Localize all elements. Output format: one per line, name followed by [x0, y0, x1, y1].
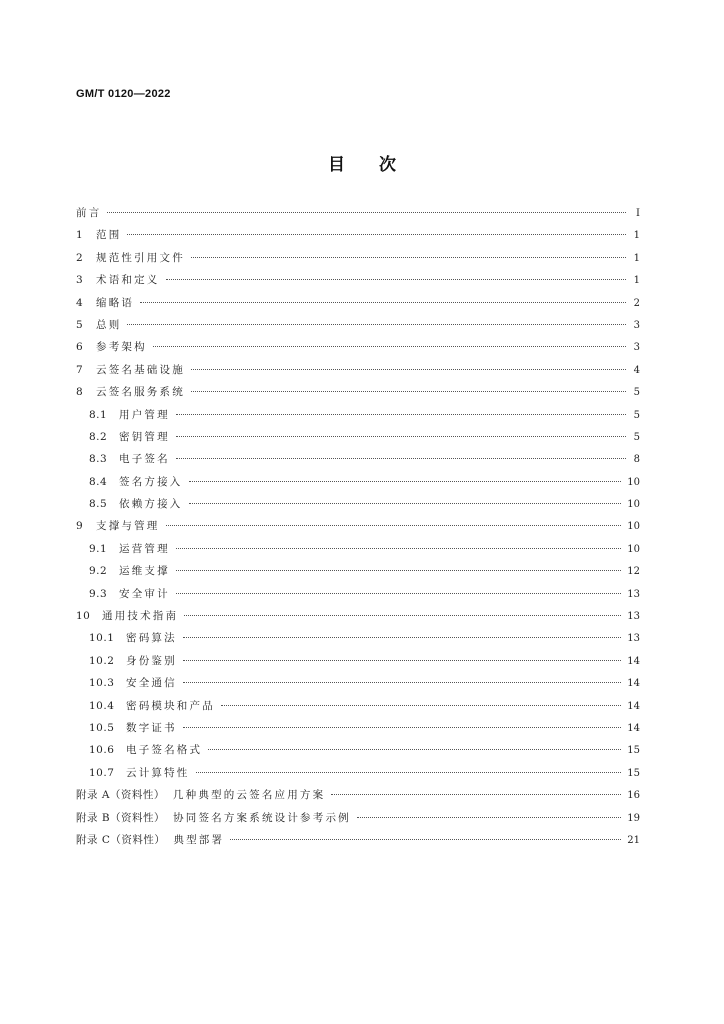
toc-entry-label: 安全通信: [126, 677, 177, 690]
toc-entry-number: 9.3: [89, 587, 108, 600]
toc-entry-number: 5: [76, 318, 84, 331]
toc-entry-number: 10: [76, 610, 91, 623]
toc-entry-number: 2: [76, 251, 84, 264]
toc-entry-page: 3: [633, 342, 640, 354]
toc-entry-label: 缩略语: [96, 296, 135, 309]
toc-dot-leader: [166, 525, 622, 526]
toc-entry-label: 范围: [96, 229, 122, 242]
toc-entry-number: 8.3: [89, 453, 108, 466]
toc-entry-number: 7: [76, 363, 84, 376]
toc-entry-number: 附录 C（资料性）: [76, 833, 166, 846]
toc-dot-leader: [140, 302, 626, 303]
toc-entry-page: 12: [627, 566, 640, 578]
toc-entry[interactable]: [76, 426, 640, 448]
toc-dot-leader: [127, 234, 626, 235]
toc-entry[interactable]: [76, 381, 640, 403]
toc-entry-label: 总则: [96, 318, 122, 331]
toc-dot-leader: [107, 212, 626, 213]
toc-entry-page: 16: [627, 790, 640, 802]
toc-entry-number: 10.4: [89, 699, 115, 712]
toc-entry-number: 8.1: [89, 408, 108, 421]
toc-dot-leader: [191, 369, 626, 370]
toc-dot-leader: [184, 615, 621, 616]
toc-entry[interactable]: [76, 762, 640, 784]
toc-entry-number: 8.4: [89, 475, 108, 488]
toc-entry[interactable]: [76, 560, 640, 582]
toc-entry-number: 附录 A（资料性）: [76, 789, 165, 802]
toc-entry-page: 19: [627, 812, 640, 824]
toc-entry-number: 10.6: [89, 744, 115, 757]
toc-entry[interactable]: [76, 404, 640, 426]
toc-entry[interactable]: [76, 538, 640, 560]
toc-entry-label: 参考架构: [96, 341, 147, 354]
toc-dot-leader: [191, 257, 626, 258]
toc-entry-number: 9: [76, 520, 84, 533]
toc-dot-leader: [221, 705, 621, 706]
toc-entry-label: 术语和定义: [96, 274, 160, 287]
toc-entry-label: 密码模块和产品: [126, 699, 215, 712]
toc-entry-label: 密码算法: [126, 632, 177, 645]
toc-entry-page: 1: [633, 252, 640, 264]
toc-entry-number: 10.3: [89, 677, 115, 690]
toc-dot-leader: [127, 324, 626, 325]
toc-entry-page: 13: [627, 611, 640, 623]
toc-entry-number: 6: [76, 341, 84, 354]
toc-entry-page: 1: [633, 230, 640, 242]
toc-entry-label: 规范性引用文件: [96, 251, 185, 264]
toc-entry[interactable]: [76, 717, 640, 739]
toc-entry-page: 13: [627, 588, 640, 600]
toc-dot-leader: [183, 727, 621, 728]
toc-entry[interactable]: [76, 224, 640, 246]
toc-entry-number: 10.5: [89, 721, 115, 734]
toc-entry-page: 14: [627, 655, 640, 667]
toc-entry-label: 典型部署: [173, 833, 225, 846]
toc-entry-page: 5: [633, 409, 640, 421]
toc-entry[interactable]: [76, 784, 640, 806]
toc-entry[interactable]: [76, 695, 640, 717]
toc-dot-leader: [189, 503, 622, 504]
toc-entry[interactable]: [76, 314, 640, 336]
toc-entry-page: 21: [627, 834, 640, 846]
toc-entry-number: 9.1: [89, 542, 108, 555]
toc-entry-label: 电子签名: [119, 453, 170, 466]
toc-entry-page: 2: [633, 297, 640, 309]
toc-entry[interactable]: [76, 247, 640, 269]
toc-entry-page: 4: [633, 364, 640, 376]
toc-entry-label: 安全审计: [119, 587, 170, 600]
toc-entry-page: 14: [627, 678, 640, 690]
toc-entry-number: 1: [76, 229, 84, 242]
toc-dot-leader: [183, 682, 621, 683]
toc-dot-leader: [230, 839, 621, 840]
toc-entry[interactable]: [76, 515, 640, 537]
toc-entry-page: 10: [627, 521, 640, 533]
toc-entry-label: 电子签名格式: [126, 744, 203, 757]
toc-dot-leader: [176, 458, 626, 459]
toc-entry-label: 用户管理: [119, 408, 170, 421]
toc-entry[interactable]: [76, 336, 640, 358]
toc-entry-number: 8.2: [89, 430, 108, 443]
toc-entry-label: 依赖方接入: [119, 498, 183, 511]
toc-dot-leader: [153, 346, 626, 347]
toc-entry-label: 运维支撑: [119, 565, 170, 578]
toc-entry-label: 前言: [76, 207, 102, 219]
toc-dot-leader: [176, 593, 621, 594]
toc-entry-page: 3: [633, 319, 640, 331]
toc-entry-number: 8: [76, 386, 84, 399]
toc-entry-number: 9.2: [89, 565, 108, 578]
toc-entry[interactable]: [76, 269, 640, 291]
toc-dot-leader: [331, 794, 621, 795]
toc-entry-label: 运营管理: [119, 542, 170, 555]
toc-entry-number: 10.7: [89, 766, 115, 779]
toc-entry-label: 协同签名方案系统设计参考示例: [173, 811, 351, 824]
toc-entry[interactable]: [76, 448, 640, 470]
toc-entry-label: 云签名服务系统: [96, 386, 185, 399]
toc-dot-leader: [357, 817, 621, 818]
title-char-2: 次: [379, 155, 396, 175]
toc-entry[interactable]: [76, 471, 640, 493]
toc-dot-leader: [176, 548, 621, 549]
toc-entry-label: 密钥管理: [119, 430, 170, 443]
toc-entry[interactable]: [76, 292, 640, 314]
toc-entry[interactable]: [76, 605, 640, 627]
toc-entry-page: 5: [633, 431, 640, 443]
toc-dot-leader: [208, 749, 621, 750]
toc-entry-page: 14: [627, 722, 640, 734]
toc-entry[interactable]: [76, 627, 640, 649]
toc-entry-page: 15: [627, 745, 640, 757]
toc-entry[interactable]: [76, 807, 640, 829]
toc-entry-number: 4: [76, 296, 84, 309]
toc-entry[interactable]: [76, 359, 640, 381]
toc-entry-page: 10: [627, 476, 640, 488]
toc-dot-leader: [176, 414, 626, 415]
toc-entry-page: 10: [627, 499, 640, 511]
toc-dot-leader: [191, 391, 626, 392]
toc-entry[interactable]: [76, 493, 640, 515]
toc-dot-leader: [189, 481, 622, 482]
toc-entry[interactable]: [76, 829, 640, 851]
standard-code: GM/T 0120—2022: [76, 88, 171, 100]
toc-entry-page: 1: [633, 275, 640, 287]
toc-dot-leader: [176, 436, 626, 437]
title-char-1: 目: [328, 155, 345, 175]
toc-entry-page: 8: [633, 454, 640, 466]
toc-entry-page: 10: [627, 543, 640, 555]
toc-entry-page: 5: [633, 387, 640, 399]
toc-dot-leader: [183, 637, 621, 638]
toc-entry-page: 15: [627, 767, 640, 779]
toc-entry[interactable]: [76, 202, 640, 224]
page-title: [0, 150, 724, 175]
toc-entry-label: 数字证书: [126, 721, 177, 734]
toc-entry-page: Ⅰ: [636, 208, 640, 219]
toc-entry-number: 3: [76, 274, 84, 287]
toc-entry-label: 支撑与管理: [96, 520, 160, 533]
toc-entry-label: 云签名基础设施: [96, 363, 185, 376]
toc-entry-label: 云计算特性: [126, 766, 190, 779]
toc-dot-leader: [166, 279, 627, 280]
toc-dot-leader: [183, 660, 621, 661]
toc-entry-number: 8.5: [89, 498, 108, 511]
toc-dot-leader: [196, 772, 622, 773]
toc-entry-number: 10.1: [89, 632, 115, 645]
toc-entry[interactable]: [76, 583, 640, 605]
toc-entry-label: 签名方接入: [119, 475, 183, 488]
toc-entry-label: 通用技术指南: [102, 610, 179, 623]
toc-entry[interactable]: [76, 650, 640, 672]
toc-entry-page: 14: [627, 700, 640, 712]
toc-entry-label: 几种典型的云签名应用方案: [172, 789, 326, 802]
toc-entry-page: 13: [627, 633, 640, 645]
toc-entry[interactable]: [76, 739, 640, 761]
toc-entry-number: 10.2: [89, 654, 115, 667]
toc-entry-number: 附录 B（资料性）: [76, 811, 166, 824]
toc-entry-label: 身份鉴别: [126, 654, 177, 667]
table-of-contents: [76, 202, 640, 851]
toc-entry[interactable]: [76, 672, 640, 694]
toc-dot-leader: [176, 570, 621, 571]
